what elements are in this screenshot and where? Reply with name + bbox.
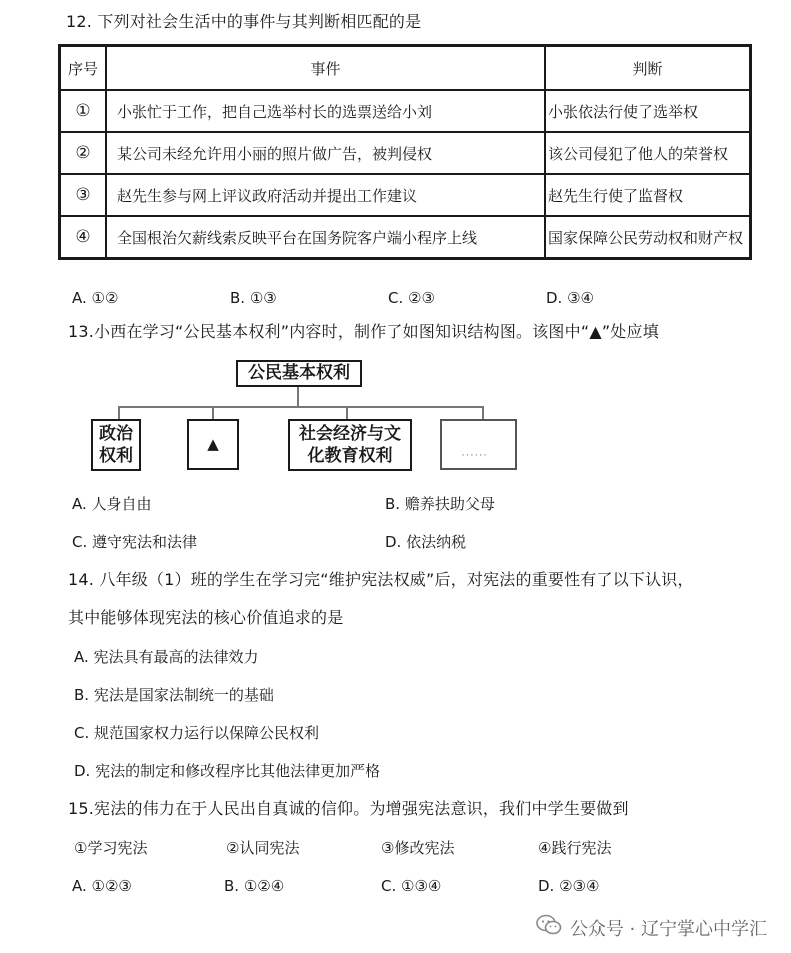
q13-option-c[interactable]: C. 遵守宪法和法律: [72, 533, 198, 551]
node-line: 化教育权利: [307, 446, 393, 466]
q14-title-line2: 其中能够体现宪法的核心价值追求的是: [68, 608, 344, 627]
header-index: 序号: [60, 46, 107, 91]
table-row: [60, 216, 751, 259]
watermark: [536, 914, 767, 941]
q13-option-b[interactable]: B. 赡养扶助父母: [385, 495, 495, 513]
row-judgment: 小张依法行使了选举权: [545, 90, 751, 132]
q14-option-c[interactable]: C. 规范国家权力运行以保障公民权利: [74, 724, 320, 742]
q12-option-d[interactable]: D. ③④: [546, 289, 594, 307]
q15-title: 15.宪法的伟力在于人民出自真诚的信仰。为增强宪法意识，我们中学生要做到: [68, 799, 629, 818]
table-header-row: [60, 46, 751, 91]
q15-item-4: ④践行宪法: [538, 839, 612, 857]
diagram-node-political-rights: [91, 419, 141, 471]
wechat-icon: [536, 914, 562, 941]
row-judgment: 国家保障公民劳动权和财产权: [545, 216, 751, 259]
q15-item-3: ③修改宪法: [381, 839, 455, 857]
q14-option-d[interactable]: D. 宪法的制定和修改程序比其他法律更加严格: [74, 762, 381, 780]
q15-option-c[interactable]: C. ①③④: [381, 877, 442, 895]
q15-item-1: ①学习宪法: [74, 839, 148, 857]
diagram-connector: [212, 406, 214, 420]
diagram-node-social-rights: [288, 419, 412, 471]
node-line: 权利: [99, 446, 133, 466]
diagram-node-blank: ▲: [187, 419, 239, 470]
q13-title: 13.小西在学习“公民基本权利”内容时，制作了如图知识结构图。该图中“▲”处应填: [68, 322, 659, 341]
header-judgment: 判断: [545, 46, 751, 91]
q13-option-a[interactable]: A. 人身自由: [72, 495, 152, 513]
diagram-connector: [118, 406, 482, 408]
node-line: 社会经济与文: [299, 424, 401, 444]
q12-table: [58, 44, 752, 260]
diagram-node-faint: [440, 419, 517, 470]
q15-option-d[interactable]: D. ②③④: [538, 877, 600, 895]
q14-title-line1: 14. 八年级（1）班的学生在学习完“维护宪法权威”后，对宪法的重要性有了以下认识，: [68, 570, 694, 589]
q12-title: 12. 下列对社会生活中的事件与其判断相匹配的是: [66, 12, 422, 31]
faint-node-text: · · · · · ·: [462, 452, 487, 459]
q15-option-a[interactable]: A. ①②③: [72, 877, 132, 895]
row-index: ④: [60, 216, 107, 259]
diagram-connector: [482, 406, 484, 420]
watermark-text: 公众号 · 辽宁掌心中学汇: [569, 918, 767, 940]
row-index: ①: [60, 90, 107, 132]
q15-option-b[interactable]: B. ①②④: [224, 877, 285, 895]
row-event: 赵先生参与网上评议政府活动并提出工作建议: [106, 174, 545, 216]
q15-item-2: ②认同宪法: [226, 839, 300, 857]
table-row: [60, 90, 751, 132]
q12-option-a[interactable]: A. ①②: [72, 289, 119, 307]
row-judgment: 赵先生行使了监督权: [545, 174, 751, 216]
row-index: ②: [60, 132, 107, 174]
table-row: [60, 132, 751, 174]
diagram-connector: [346, 406, 348, 420]
q14-option-b[interactable]: B. 宪法是国家法制统一的基础: [74, 686, 274, 704]
table-row: [60, 174, 751, 216]
row-index: ③: [60, 174, 107, 216]
q12-option-b[interactable]: B. ①③: [230, 289, 277, 307]
node-line: 政治: [99, 424, 133, 444]
row-judgment: 该公司侵犯了他人的荣誉权: [545, 132, 751, 174]
header-event: 事件: [106, 46, 545, 91]
diagram-connector: [297, 385, 299, 407]
q12-option-c[interactable]: C. ②③: [388, 289, 435, 307]
q13-option-d[interactable]: D. 依法纳税: [385, 533, 467, 551]
row-event: 全国根治欠薪线索反映平台在国务院客户端小程序上线: [106, 216, 545, 259]
q14-option-a[interactable]: A. 宪法具有最高的法律效力: [74, 648, 259, 666]
row-event: 小张忙于工作，把自己选举村长的选票送给小刘: [106, 90, 545, 132]
row-event: 某公司未经允许用小丽的照片做广告，被判侵权: [106, 132, 545, 174]
diagram-connector: [118, 406, 120, 420]
diagram-root: 公民基本权利: [236, 360, 362, 387]
